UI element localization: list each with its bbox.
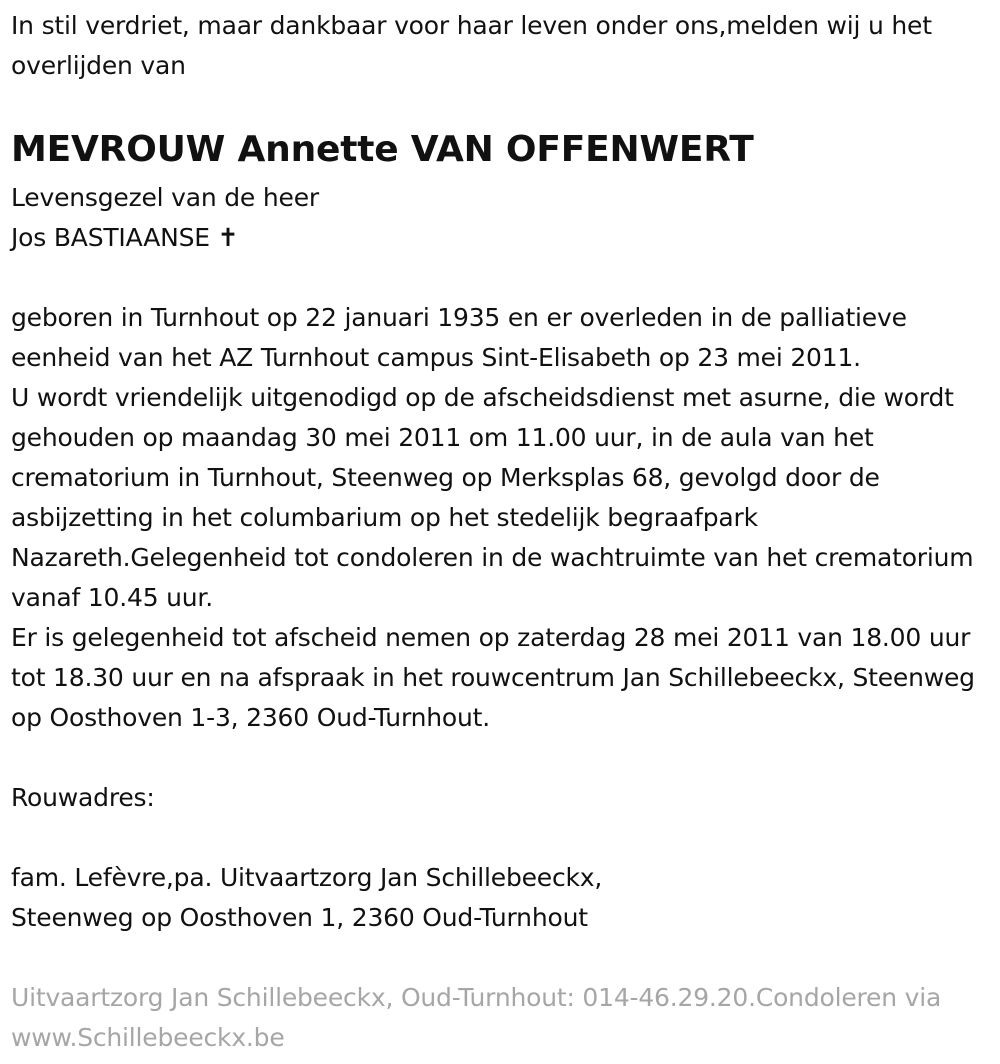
spacer: [11, 738, 990, 778]
address-line-2: Steenweg op Oosthoven 1, 2360 Oud-Turnhout: [11, 903, 588, 932]
deceased-name: MEVROUW Annette VAN OFFENWERT: [11, 129, 754, 170]
address-label: Rouwadres:: [11, 783, 155, 812]
farewell-text: Er is gelegenheid tot afscheid nemen op zaterdag 28 mei 2011 van 18.00 uur tot 18.30 uur en na afspraak in het rouwcentrum Jan Schillebeeckx, Steenweg op Oosthoven 1-3, 2360 Oud-Turnhout.: [11, 623, 975, 732]
partner-name: Jos BASTIAANSE ✝: [11, 223, 239, 252]
intro-text: In stil verdriet, maar dankbaar voor haar leven onder ons,melden wij u het overlijden van: [11, 11, 932, 80]
address-line-1: fam. Lefèvre,pa. Uitvaartzorg Jan Schillebeeckx,: [11, 863, 603, 892]
spacer: [11, 258, 990, 298]
spacer: [11, 818, 990, 858]
footer-contact: Uitvaartzorg Jan Schillebeeckx, Oud-Turnhout: 014-46.29.20.Condoleren via www.Schillebeeckx.be: [11, 983, 942, 1052]
birth-death-text: geboren in Turnhout op 22 januari 1935 en er overleden in de palliatieve eenheid van het AZ Turnhout campus Sint-Elisabeth op 23 mei 2011.: [11, 303, 907, 372]
spacer: [11, 938, 990, 978]
partner-line: Levensgezel van de heer: [11, 183, 319, 212]
service-text: U wordt vriendelijk uitgenodigd op de afscheidsdienst met asurne, die wordt gehouden op maandag 30 mei 2011 om 11.00 uur, in de aula van het crematorium in Turnhout, Steenweg op Merksplas 68, gevolgd door de asbijzetting in het columbarium op het stedelijk begraafpark Nazareth.Gelegenheid tot condoleren in de wachtruimte van het crematorium vanaf 10.45 uur.: [11, 383, 974, 612]
